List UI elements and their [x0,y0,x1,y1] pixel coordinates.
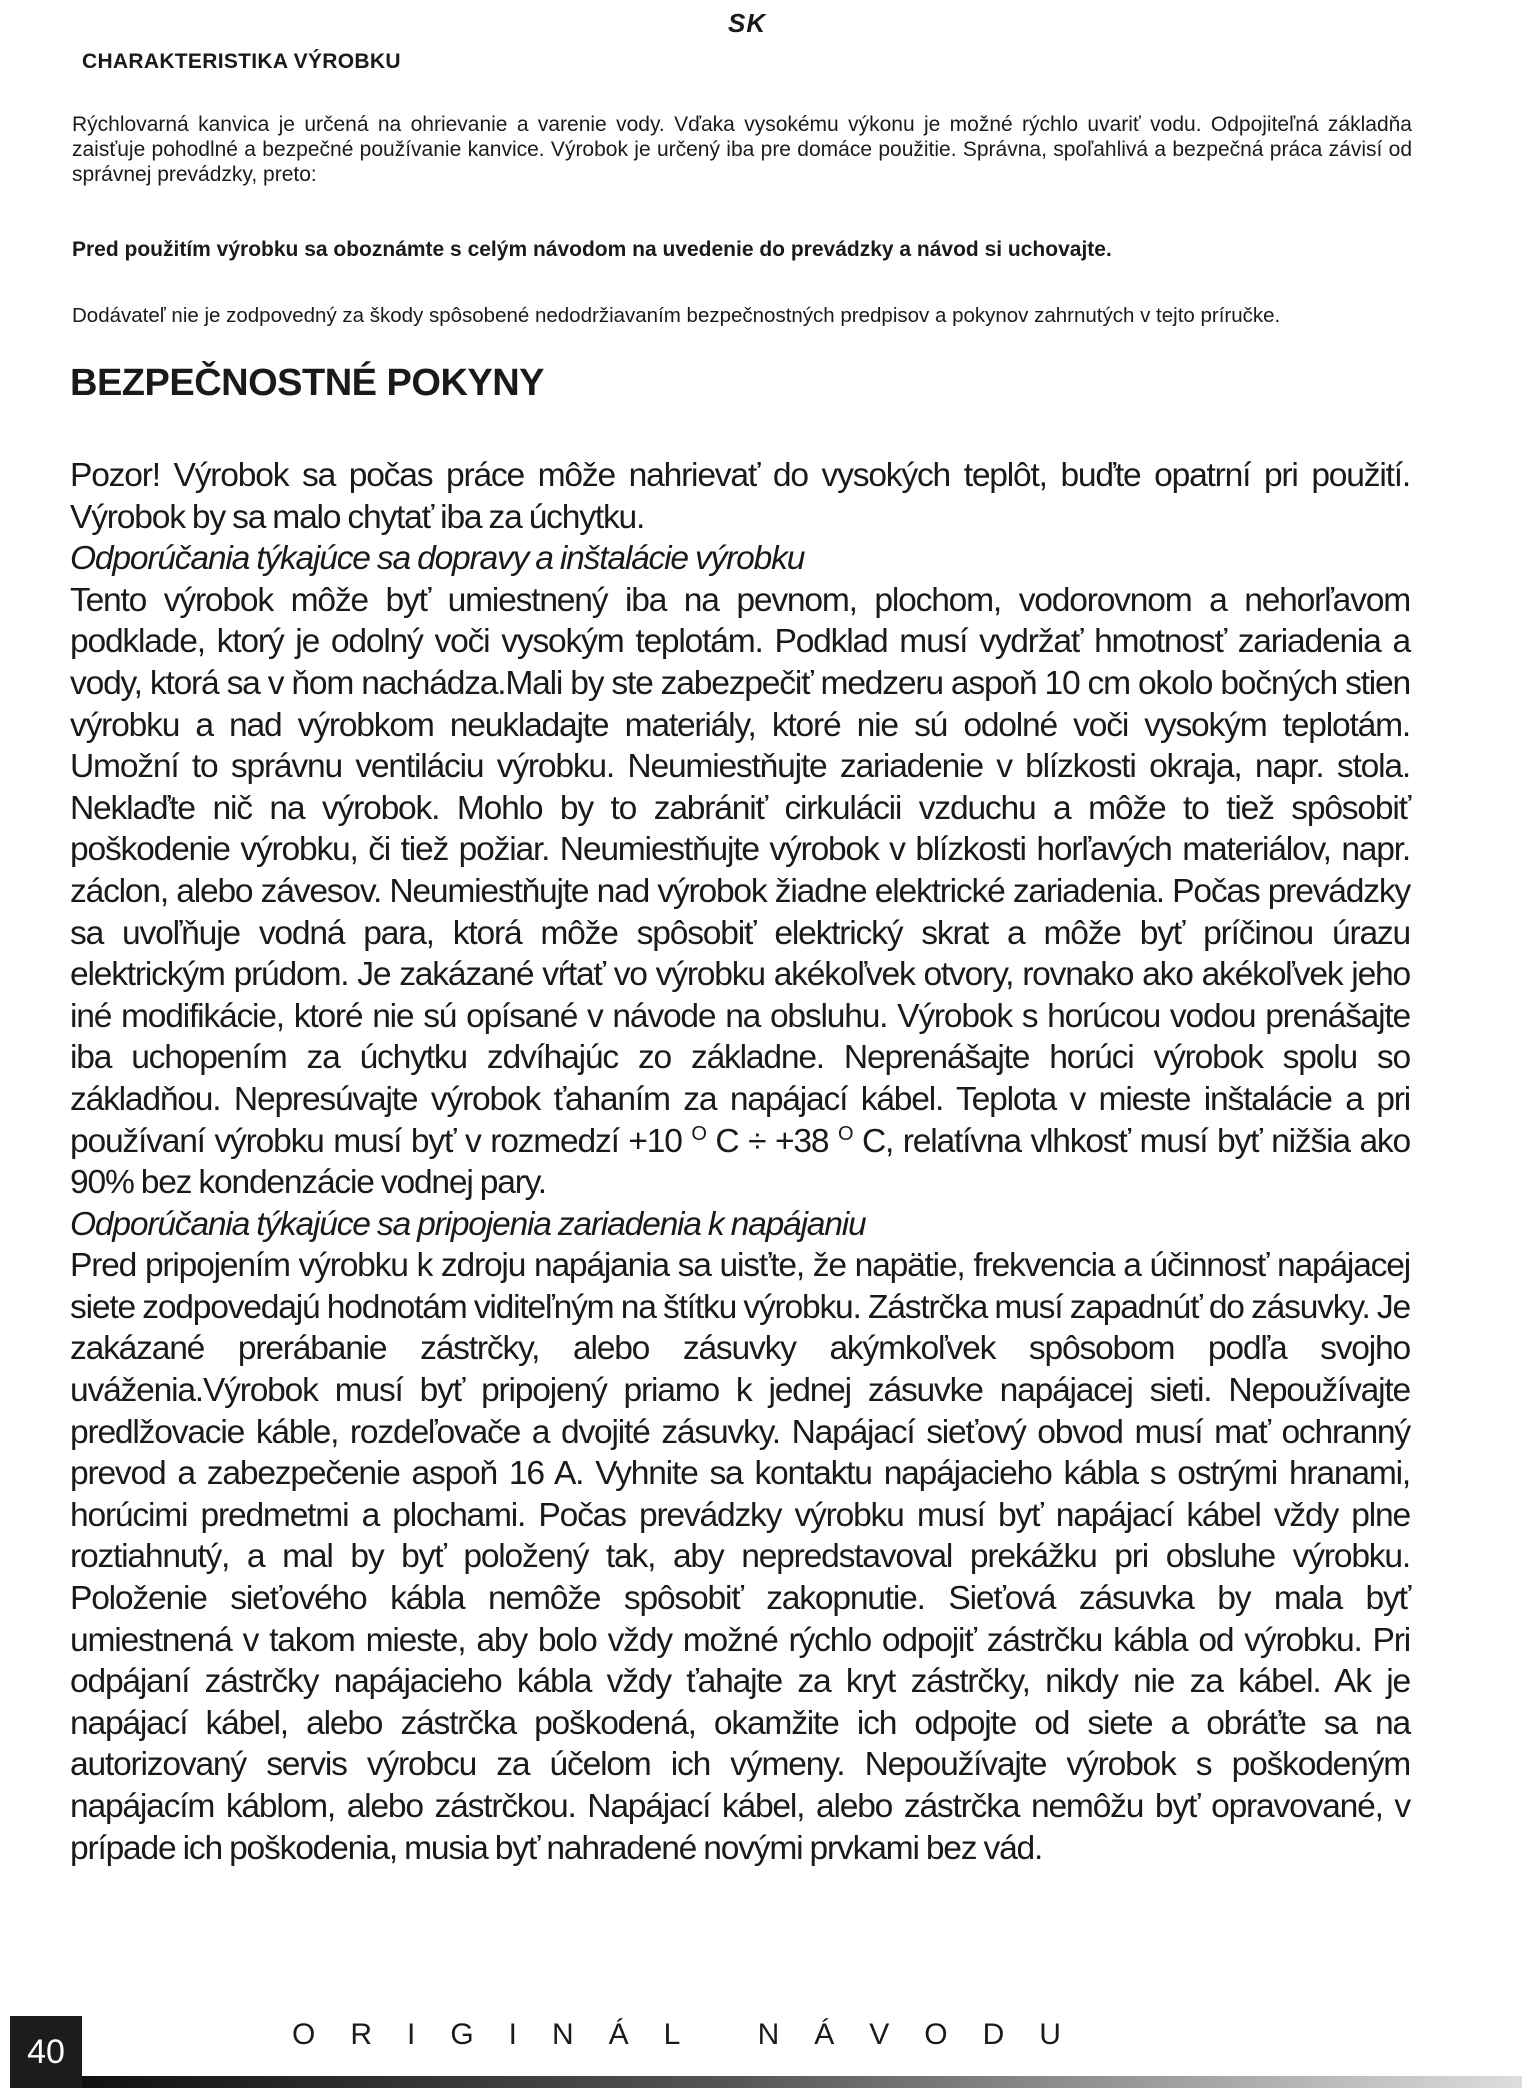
product-characteristics-heading: CHARAKTERISTIKA VÝROBKU [82,50,401,73]
safety-instructions-heading: BEZPEČNOSTNÉ POKYNY [70,362,545,404]
language-code: SK [728,8,767,38]
page-number: 40 [10,2016,82,2088]
degree-symbol: O [691,1122,706,1145]
transport-installation-text [70,580,1410,1204]
footer-original-manual: ORIGINÁL NÁVODU [292,2018,1096,2051]
transport-text-part2: C, relatívna vlhkosť musí byť nižšia ako 90% bez kondenzácie vodnej pary. [70,1122,1410,1202]
footer-gradient-bar [82,2076,1522,2088]
transport-text-part1: Tento výrobok môže byť umiestnený iba na pevnom, plochom, vodorovnom a nehorľavom podklade, ktorý je odolný voči vysokým teplotám. Podklad musí vydržať hmotnosť zariadenia a vody, ktorá sa v ňom nachádza.Mali by ste zabezpečiť medzeru aspoň 10 cm okolo bočných stien výrobku a nad výrobkom neukladajte materiály, ktoré nie sú odolné voči vysokým teplotám. Umožní to správnu ventiláciu výrobku. Neumiestňujte zariadenie v blízkosti okraja, napr. stola. Neklaďte nič na výrobok. Mohlo by to zabrániť cirkulácii vzduchu a môže to tiež spôsobiť poškodenie výrobku, či tiež požiar. Neumiestňujte výrobok v blízkosti horľavých materiálov, napr. záclon, alebo závesov. Neumiestňujte nad výrobok žiadne elektrické zariadenia. Počas prevádzky sa uvoľňuje vodná para, ktorá môže spôsobiť elektrický skrat a môže byť príčinou úrazu elektrickým prúdom. Je zakázané vŕtať vo výrobku akékoľvek otvory, rovnako ako akékoľvek jeho iné modifikácie, ktoré nie sú opísané v návode na obsluhu. Výrobok s horúcou vodou prenášajte iba uchopením za úchytku zdvíhajúc zo základne. Neprenášajte horúci výrobok spolu so základňou. Nepresúvajte výrobok ťahaním za napájací kábel. Teplota v mieste inštalácie a pri používaní výrobku musí byť v rozmedzí +10 [70,581,1410,1160]
intro-description: Rýchlovarná kanvica je určená na ohrievanie a varenie vody. Vďaka vysokému výkonu je možné rýchlo uvariť vodu. Odpojiteľná základňa zaisťuje pohodlné a bezpečné používanie kanvice. Výrobok je určený iba pre domáce použitie. Správna, spoľahlivá a bezpečná práca závisí od správnej prevádzky, preto: [72,113,1412,186]
supplier-liability-note: Dodávateľ nie je zodpovedný za škody spôsobené nedodržiavaním bezpečnostných predpisov a pokynov zahrnutých v tejto príručke. [72,304,1281,327]
power-connection-text: Pred pripojením výrobku k zdroju napájania sa uisťte, že napätie, frekvencia a účinnosť napájacej siete zodpovedajú hodnotám viditeľným na štítku výrobku. Zástrčka musí zapadnúť do zásuvky. Je zakázané prerábanie zástrčky, alebo zásuvky akýmkoľvek spôsobom podľa svojho uváženia.Výrobok musí byť pripojený priamo k jednej zásuvke napájacej sieti. Nepoužívajte predlžovacie káble, rozdeľovače a dvojité zásuvky. Napájací sieťový obvod musí mať ochranný prevod a zabezpečenie aspoň 16 A. Vyhnite sa kontaktu napájacieho kábla s ostrými hranami, horúcimi predmetmi a plochami. Počas prevádzky výrobku musí byť napájací kábel vždy plne roztiahnutý, a mal by byť položený tak, aby nepredstavoval prekážku pri obsluhe výrobku. Položenie sieťového kábla nemôže spôsobiť zakopnutie. Sieťová zásuvka by mala byť umiestnená v takom mieste, aby bolo vždy možné rýchlo odpojiť zástrčku kábla od výrobku. Pri odpájaní zástrčky napájacieho kábla vždy ťahajte za kryt zástrčky, nikdy nie za kábel. Ak je napájací kábel, alebo zástrčka poškodená, okamžite ich odpojte od siete a obráťte sa na autorizovaný servis výrobcu za účelom ich výmeny. Nepoužívajte výrobok s poškodeným napájacím káblom, alebo zástrčkou. Napájací kábel, alebo zástrčka nemôžu byť opravované, v prípade ich poškodenia, musia byť nahradené novými prvkami bez vád. [70,1247,1410,1867]
degree-symbol: O [837,1122,853,1145]
power-connection-heading: Odporúčania týkajúce sa pripojenia zariadenia k napájaniu [70,1205,866,1243]
read-manual-note: Pred použitím výrobku sa oboznámte s celým návodom na uvedenie do prevádzky a návod si uchovajte. [72,238,1112,261]
transport-installation-heading: Odporúčania týkajúce sa dopravy a inštalácie výrobku [70,540,805,578]
temperature-range: C ÷ +38 [715,1122,829,1160]
heat-warning: Pozor! Výrobok sa počas práce môže nahrievať do vysokých teplôt, buďte opatrní pri použití. Výrobok by sa malo chytať iba za úchytku. [70,457,1410,536]
safety-body [70,455,1410,1869]
